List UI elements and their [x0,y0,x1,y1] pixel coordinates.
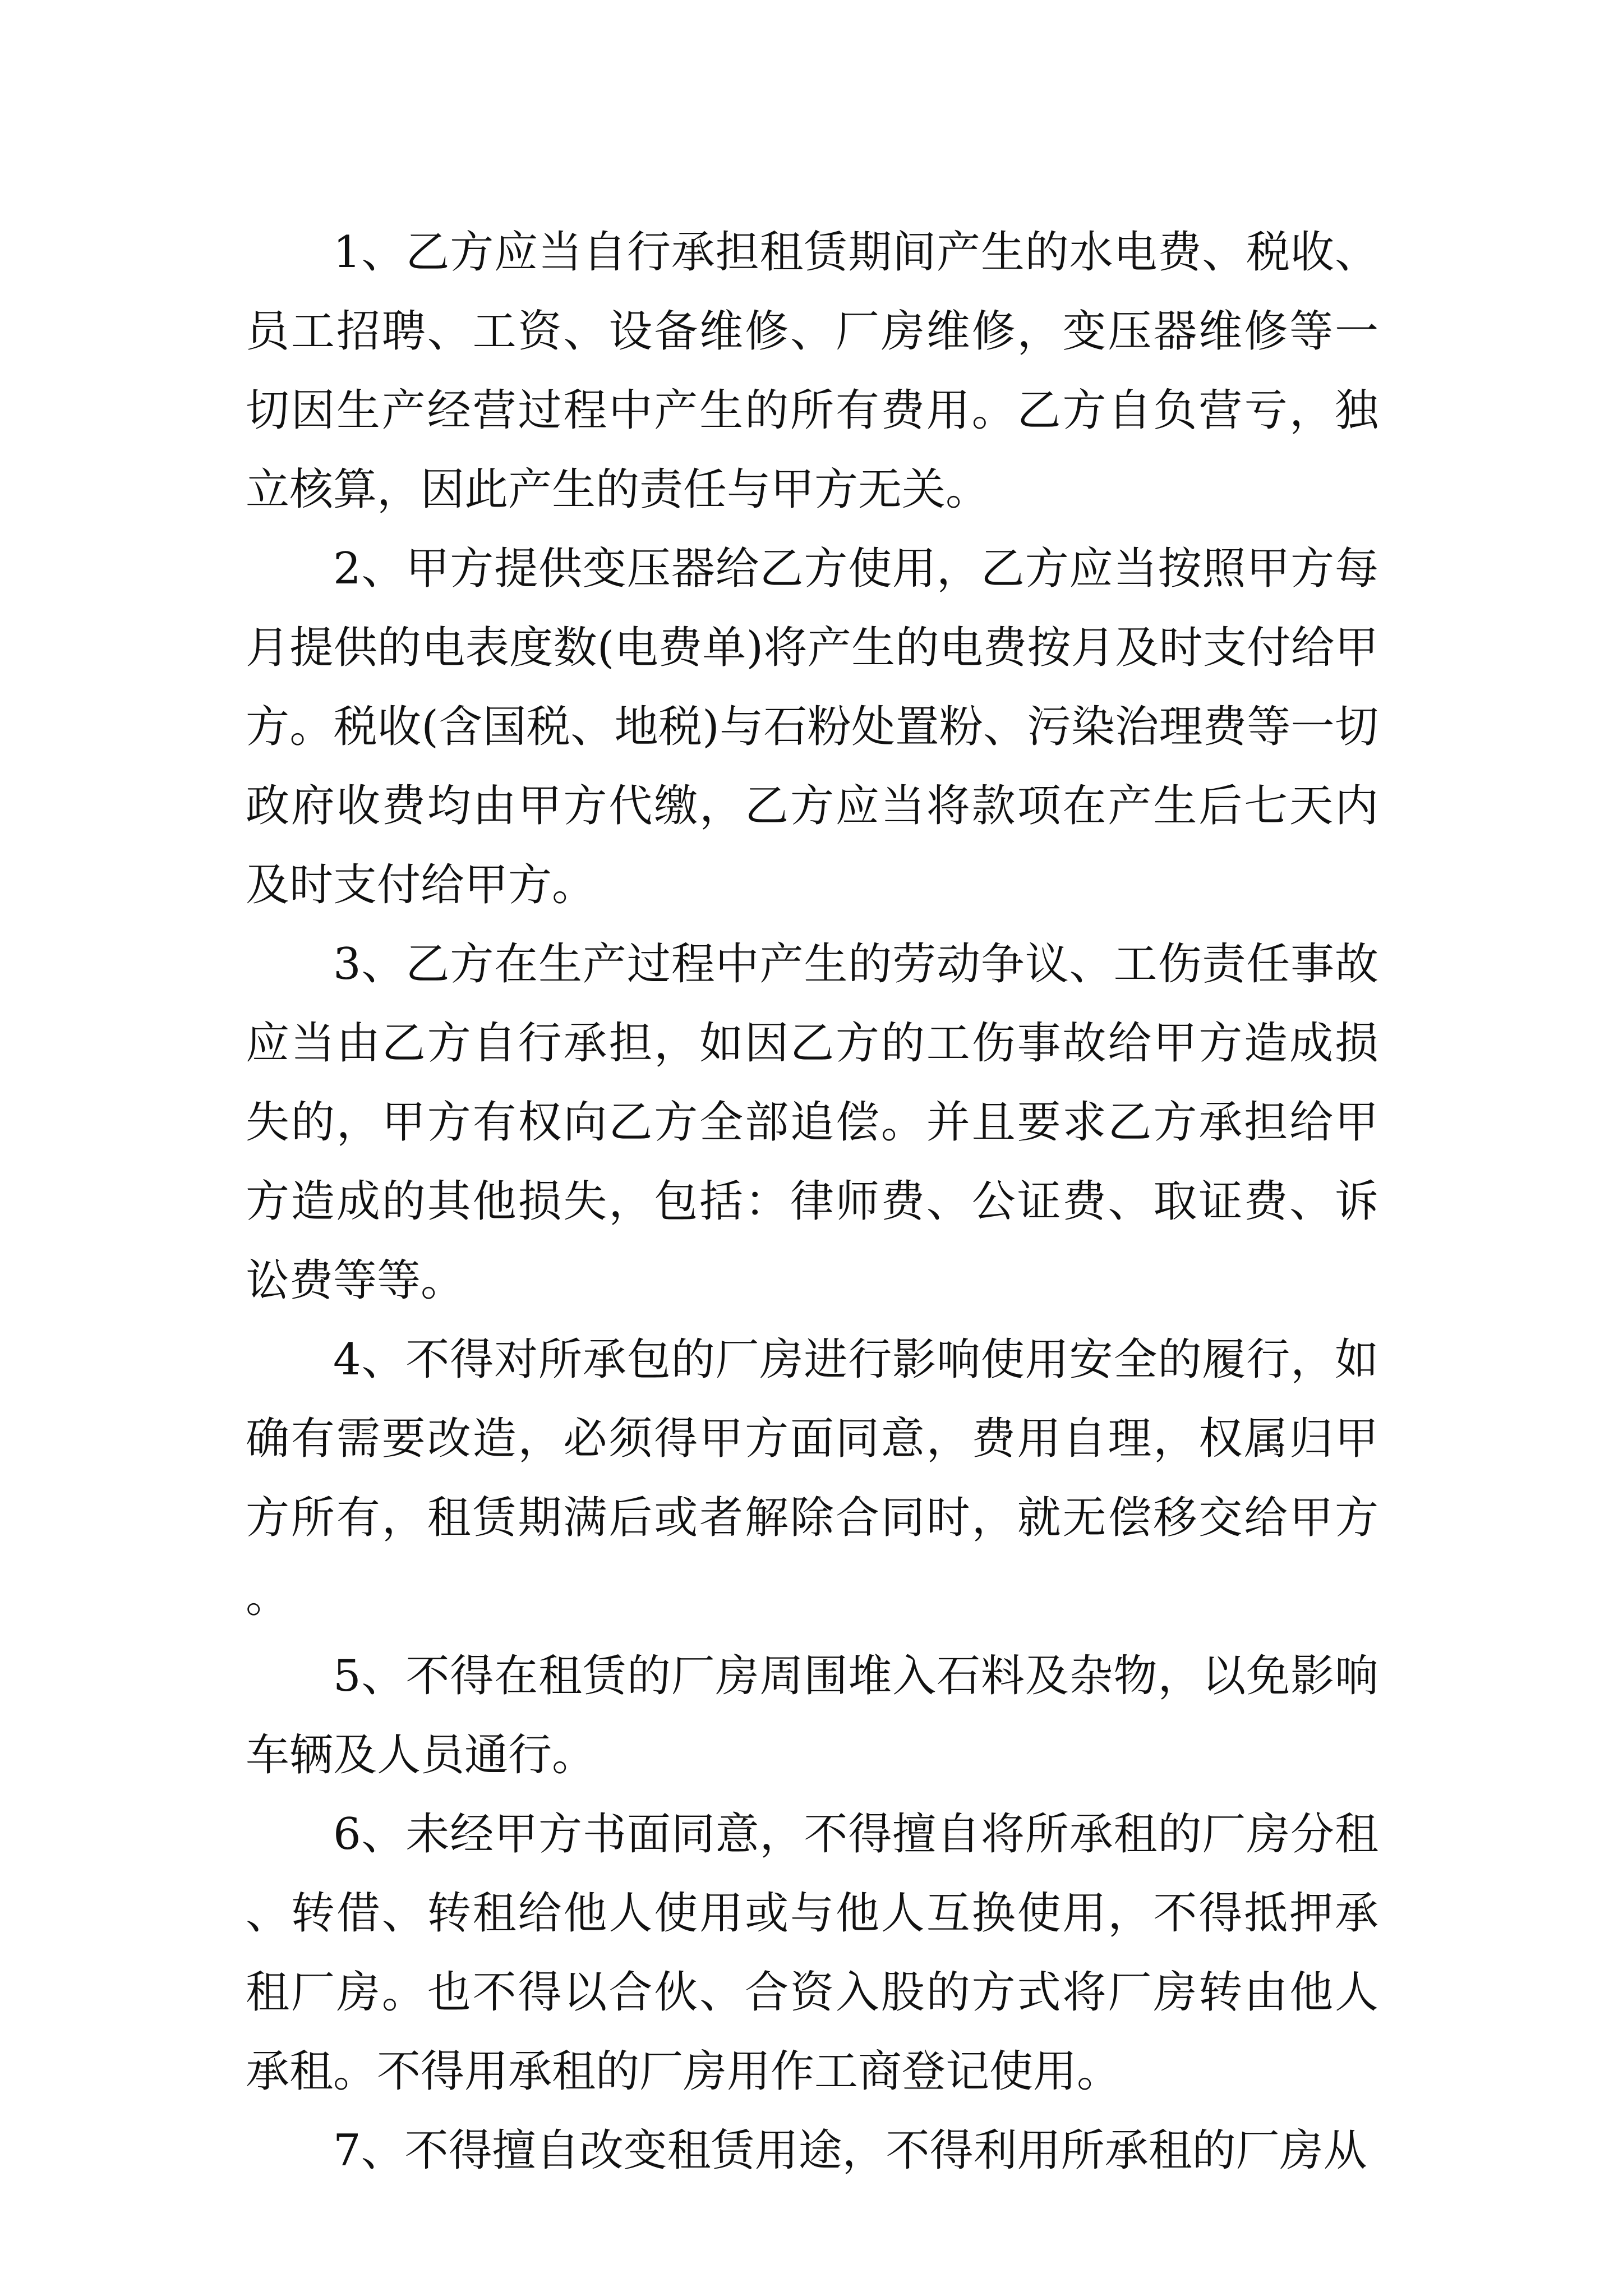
clause-2-paragraph: 2、甲方提供变压器给乙方使用，乙方应当按照甲方每月提供的电表度数(电费单)将产生的电费按月及时支付给甲方。税收(含国税、地税)与石粉处置粉、污染治理费等一切政府收费均由甲方代缴，乙方应当将款项在产生后七天内及时支付给甲方。 [246,544,1378,910]
clause-4-paragraph: 4、不得对所承包的厂房进行影响使用安全的履行，如确有需要改造，必须得甲方面同意，费用自理，权属归甲方所有，租赁期满后或者解除合同时，就无偿移交给甲方。 [246,1335,1378,1622]
clause-6-paragraph: 6、未经甲方书面同意，不得擅自将所承租的厂房分租、转借、转租给他人使用或与他人互换使用，不得抵押承租厂房。也不得以合伙、合资入股的方式将厂房转由他人承租。不得用承租的厂房用作工商登记使用。 [246,1809,1378,2097]
clause-3-paragraph: 3、乙方在生产过程中产生的劳动争议、工伤责任事故应当由乙方自行承担，如因乙方的工伤事故给甲方造成损失的，甲方有权向乙方全部追偿。并且要求乙方承担给甲方造成的其他损失，包括：律师费、公证费、取证费、诉讼费等等。 [246,939,1378,1306]
document-body [246,213,1378,2191]
clause-1-paragraph: 1、乙方应当自行承担租赁期间产生的水电费、税收、员工招聘、工资、设备维修、厂房维修，变压器维修等一切因生产经营过程中产生的所有费用。乙方自负营亏，独立核算，因此产生的责任与甲方无关。 [246,227,1378,515]
clause-7-paragraph: 7、不得擅自改变租赁用途，不得利用所承租的厂房从 [333,2125,1367,2176]
clause-5-paragraph: 5、不得在租赁的厂房周围堆入石料及杂物，以免影响车辆及人员通行。 [246,1651,1378,1780]
